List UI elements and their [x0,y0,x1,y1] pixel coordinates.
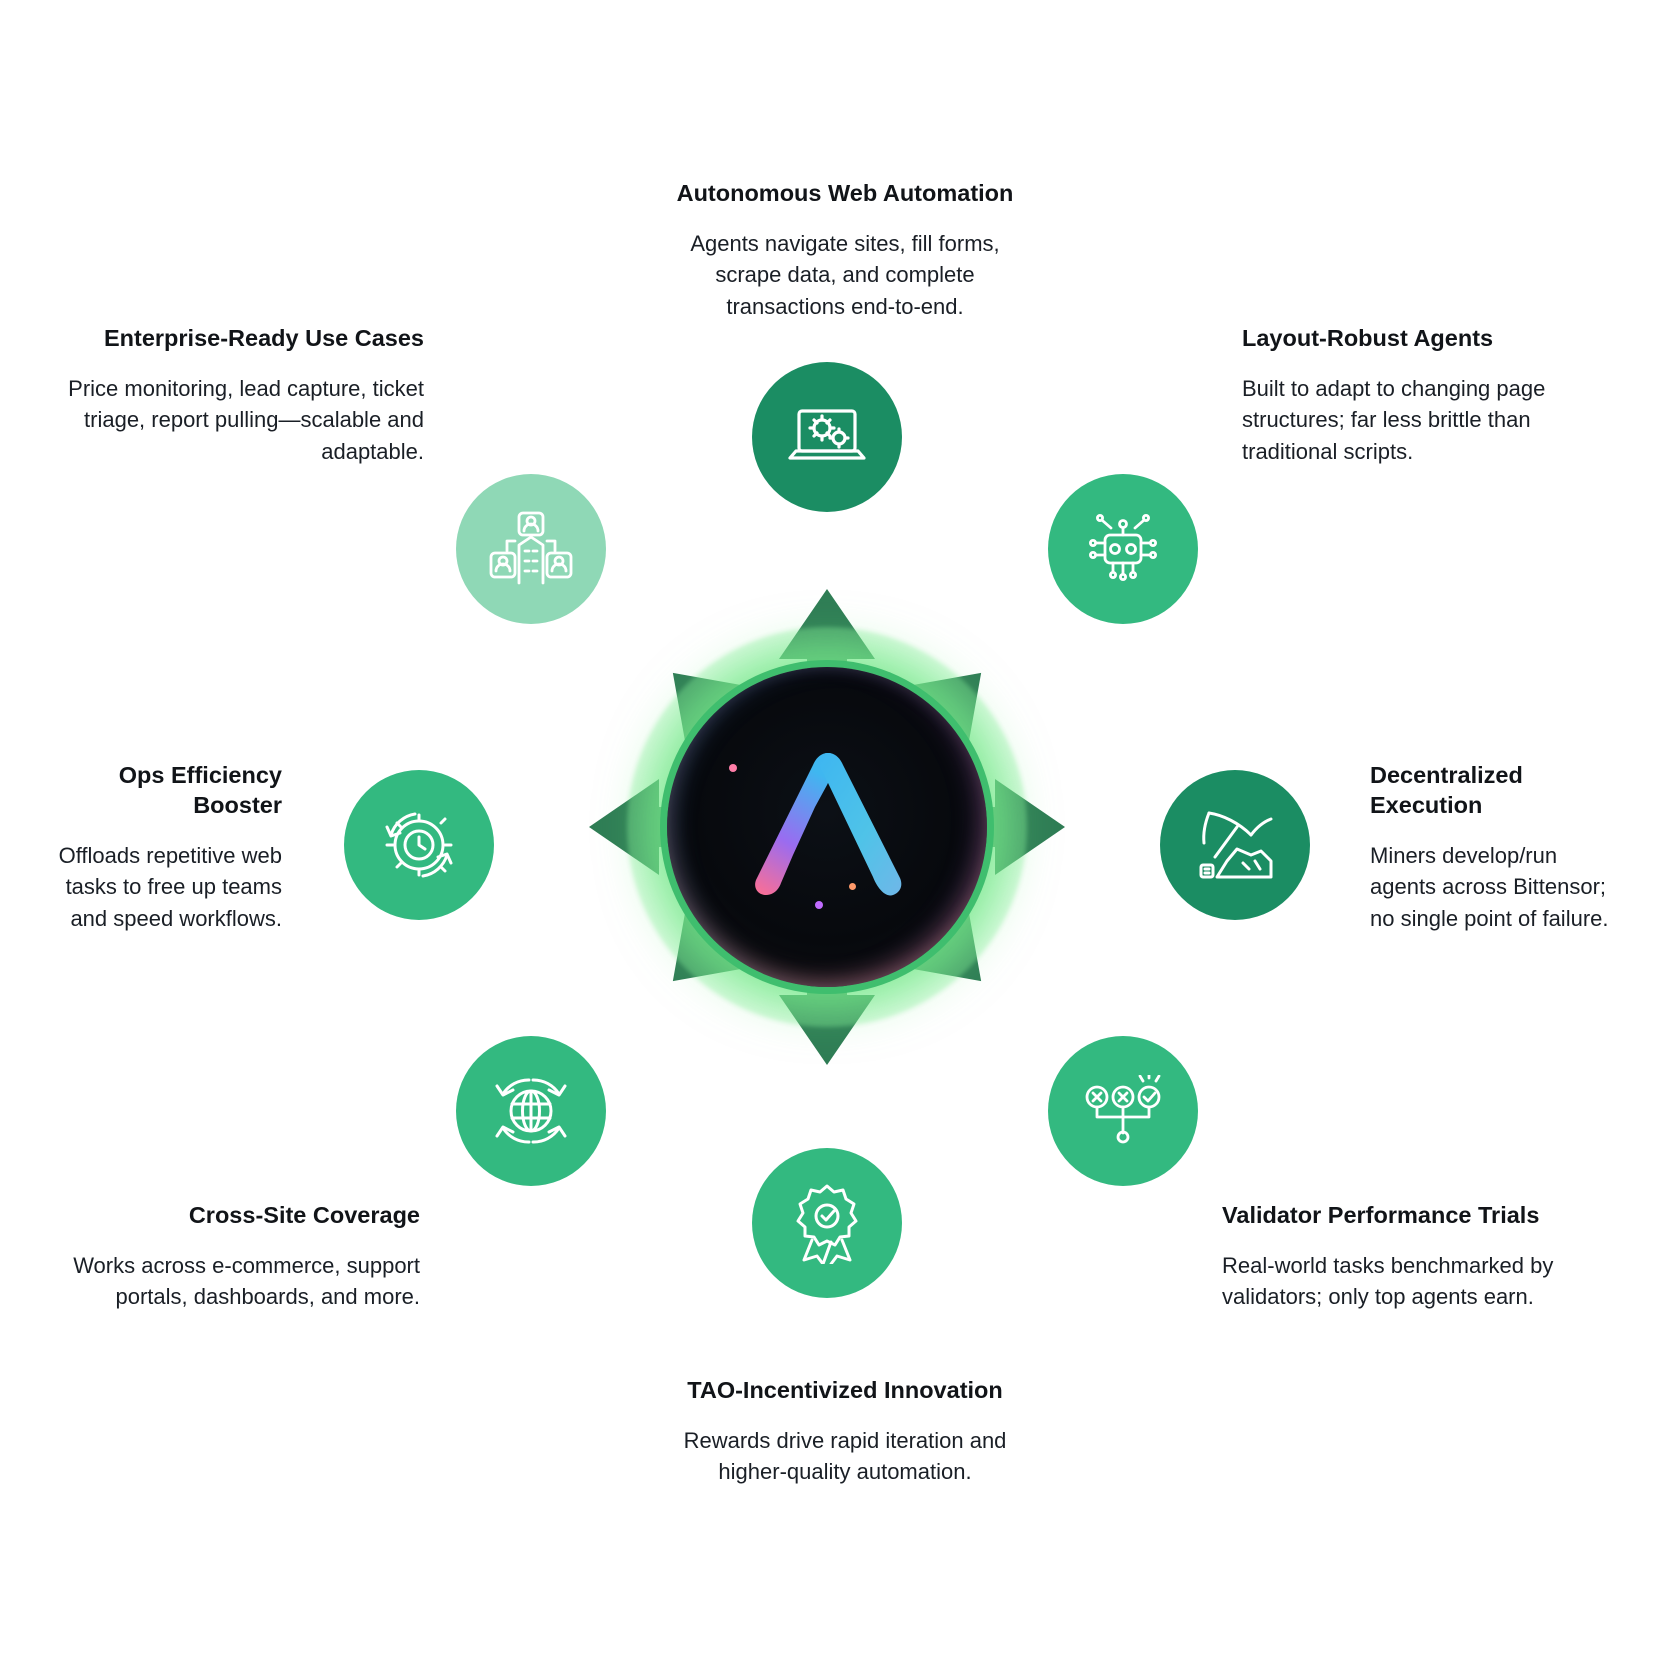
node-layout-robust-agents[interactable] [1048,474,1198,624]
node-title: Enterprise-Ready Use Cases [103,325,424,351]
node-body: Agents navigate sites, fill forms, scrape data, and complete transactions end-to-end. [690,231,1000,319]
node-body: Rewards drive rapid iteration and higher-quality automation. [683,1428,1007,1485]
robot-chip-icon [1083,509,1163,589]
label-decentralized-execution [1370,760,1610,934]
node-autonomous-web-automation[interactable] [752,362,902,512]
label-enterprise-ready-use-cases [52,323,424,467]
pickaxe-mining-icon [1193,805,1277,885]
label-layout-robust-agents [1242,323,1602,467]
label-autonomous-web-automation [655,178,1035,322]
node-body: Built to adapt to changing page structures; far less brittle than traditional scripts. [1242,376,1546,464]
node-title: Decentralized Execution [1370,762,1523,819]
node-body: Miners develop/run agents across Bittensor; no single point of failure. [1370,843,1609,931]
node-body: Real-world tasks benchmarked by validators; only top agents earn. [1222,1253,1554,1310]
test-nodes-check-icon [1081,1075,1165,1147]
node-title: Layout-Robust Agents [1242,325,1494,351]
node-ops-efficiency-booster[interactable] [344,770,494,920]
label-validator-performance-trials [1222,1200,1582,1313]
node-validator-performance-trials[interactable] [1048,1036,1198,1186]
globe-refresh-icon [489,1072,573,1150]
label-tao-incentivized-innovation [650,1375,1040,1488]
node-title: Cross-Site Coverage [188,1202,420,1228]
center-hub [627,627,1027,1027]
node-tao-incentivized-innovation[interactable] [752,1148,902,1298]
label-ops-efficiency-booster [42,760,282,934]
node-body: Price monitoring, lead capture, ticket triage, report pulling—scalable and adaptable. [68,376,424,464]
node-enterprise-ready-use-cases[interactable] [456,474,606,624]
label-cross-site-coverage [72,1200,420,1313]
node-title: Ops Efficiency Booster [118,762,282,819]
enterprise-people-building-icon [489,511,573,587]
node-title: TAO-Incentivized Innovation [687,1377,1003,1403]
autoppia-logo-icon [753,745,903,905]
hub-disc [667,667,987,987]
laptop-gears-icon [786,402,868,472]
node-body: Offloads repetitive web tasks to free up teams and speed workflows. [58,843,282,931]
node-body: Works across e-commerce, support portals, dashboards, and more. [73,1253,420,1310]
award-ribbon-check-icon [788,1182,866,1264]
hub-dot-pink [729,764,737,772]
node-title: Validator Performance Trials [1222,1202,1540,1228]
node-decentralized-execution[interactable] [1160,770,1310,920]
gear-clock-cycle-icon [377,805,461,885]
node-cross-site-coverage[interactable] [456,1036,606,1186]
node-title: Autonomous Web Automation [676,180,1014,206]
